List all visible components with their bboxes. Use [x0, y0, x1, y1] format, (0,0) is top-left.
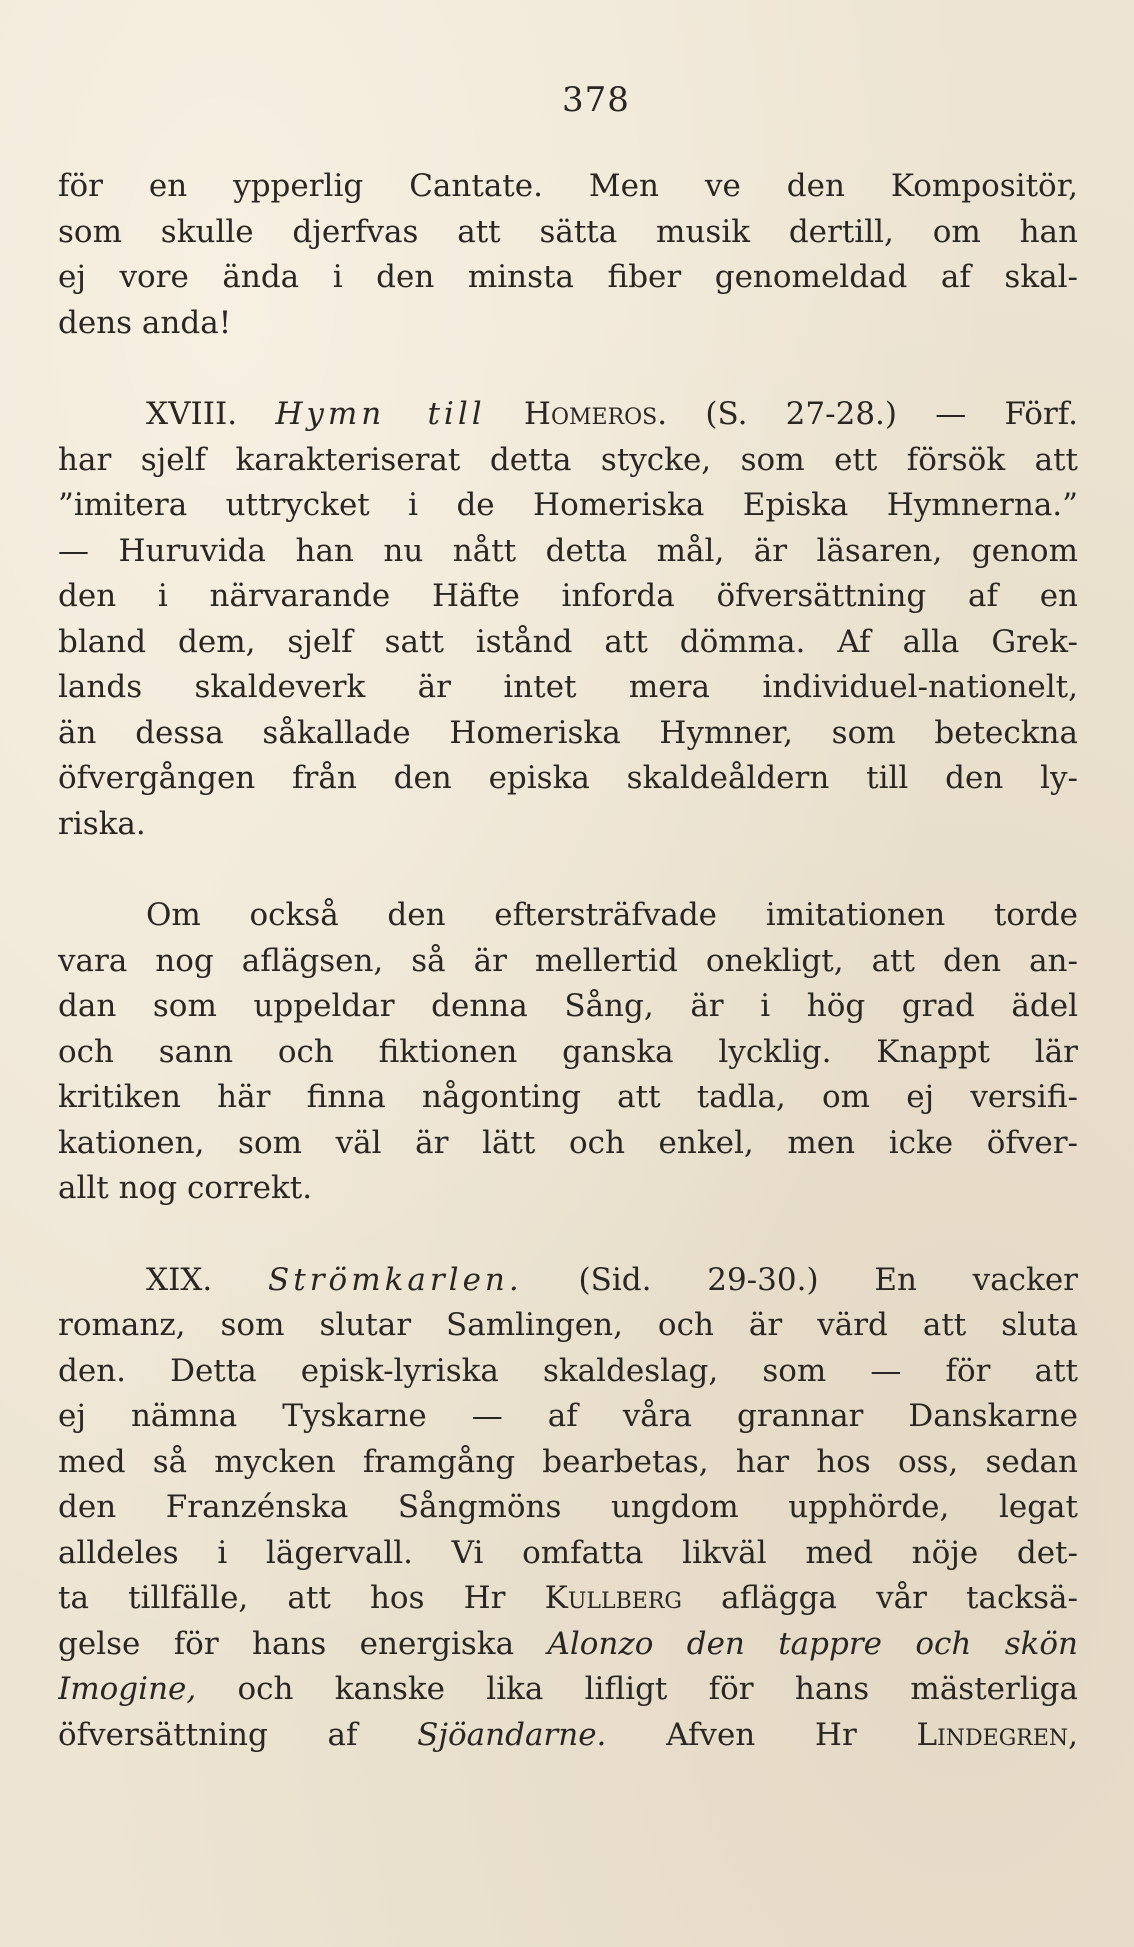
text-line: den. Detta episk-lyriska skaldeslag, som — för att	[58, 1352, 1078, 1389]
section-numeral: XIX.	[146, 1261, 213, 1298]
text-line: den Franzénska Sångmöns ungdom upphörde, legat	[58, 1489, 1078, 1525]
text-line: har sjelf karakteriserat detta stycke, som ett försök att	[58, 441, 1078, 478]
text-line: med så mycken framgång bearbetas, har hos oss, sedan	[58, 1443, 1078, 1480]
text-line: än dessa såkallade Homeriska Hymner, som beteckna	[58, 714, 1078, 751]
paragraph-1	[58, 164, 1078, 346]
text-line: ej vore ända i den minsta fiber genomeldad af skal-	[58, 259, 1078, 295]
text-line	[58, 1622, 1078, 1668]
paragraph-gap	[58, 1212, 1078, 1258]
text-fragment: gelse för hans energiska	[58, 1625, 515, 1662]
text-line: ej nämna Tyskarne — af våra grannar Danskarne	[58, 1398, 1078, 1434]
text-fragment: ta tillfälle, att hos Hr	[58, 1580, 506, 1616]
text-line: allt nog correkt.	[58, 1170, 313, 1206]
page-reference: (Sid. 29-30.) En vacker	[578, 1261, 1078, 1298]
text-line: bland dem, sjelf satt istånd att dömma. Af alla Grek-	[58, 623, 1078, 660]
text-line: dens anda!	[58, 304, 232, 341]
text-line	[58, 1576, 1078, 1622]
text-line: ”imitera uttrycket i de Homeriska Episka Hymnerna.”	[58, 487, 1078, 523]
text-line: och sann och fiktionen ganska lycklig. Knappt lär	[58, 1033, 1078, 1070]
text-line: för en ypperlig Cantate. Men ve den Kompositör,	[58, 168, 1078, 204]
text-line: lands skaldeverk är intet mera individuel-nationelt,	[58, 669, 1078, 705]
section-heading-line	[58, 1258, 1078, 1304]
text-fragment: öfversättning af	[58, 1716, 358, 1753]
section-heading-line	[58, 392, 1078, 438]
text-line: kritiken här finna någonting att tadla, om ej versifi-	[58, 1079, 1078, 1115]
page-number: 378	[562, 80, 630, 120]
author-name: Kullberg	[544, 1580, 682, 1616]
paragraph-xviii	[58, 392, 1078, 847]
author-name: Lindegren,	[916, 1716, 1078, 1753]
paragraph-3	[58, 893, 1078, 1212]
text-fragment: Afven Hr	[666, 1716, 857, 1753]
poem-title: Strömkarlen.	[268, 1261, 523, 1298]
text-line: alldeles i lägervall. Vi omfatta likväl med nöje det-	[58, 1534, 1078, 1571]
text-fragment: aflägga vår tacksä-	[721, 1580, 1078, 1616]
work-title: Imogine,	[58, 1671, 197, 1707]
text-fragment: och kanske lika lifligt för hans mästerliga	[237, 1671, 1078, 1707]
text-line: den i närvarande Häfte inforda öfversättning af en	[58, 578, 1078, 614]
work-title: Sjöandarne.	[417, 1716, 607, 1753]
text-line: vara nog aflägsen, så är mellertid onekligt, att den an-	[58, 942, 1078, 979]
text-line: som skulle djerfvas att sätta musik dertill, om han	[58, 213, 1078, 250]
page-reference: (S. 27-28.) — Förf.	[705, 396, 1078, 432]
text-line: kationen, som väl är lätt och enkel, men icke öfver-	[58, 1124, 1078, 1161]
text-line: Om också den eftersträfvade imitationen torde	[146, 897, 1078, 933]
text-line	[58, 1713, 1078, 1759]
paragraph-gap	[58, 847, 1078, 893]
work-title: Alonzo den tappre och skön	[547, 1625, 1078, 1662]
text-line	[58, 1667, 1078, 1713]
text-line: romanz, som slutar Samlingen, och är värd att sluta	[58, 1307, 1078, 1343]
poem-title: Hymn till	[275, 396, 486, 432]
paragraph-gap	[58, 346, 1078, 392]
text-line: dan som uppeldar denna Sång, är i hög grad ädel	[58, 988, 1078, 1024]
paragraph-xix	[58, 1258, 1078, 1759]
text-line: öfvergången från den episka skaldeåldern till den ly-	[58, 760, 1078, 796]
text-line: — Huruvida han nu nått detta mål, är läsaren, genom	[58, 532, 1078, 569]
page-body	[58, 80, 1078, 1758]
section-numeral: XVIII.	[146, 396, 238, 432]
text-line: riska.	[58, 805, 146, 842]
author-name: Homeros.	[523, 396, 668, 432]
